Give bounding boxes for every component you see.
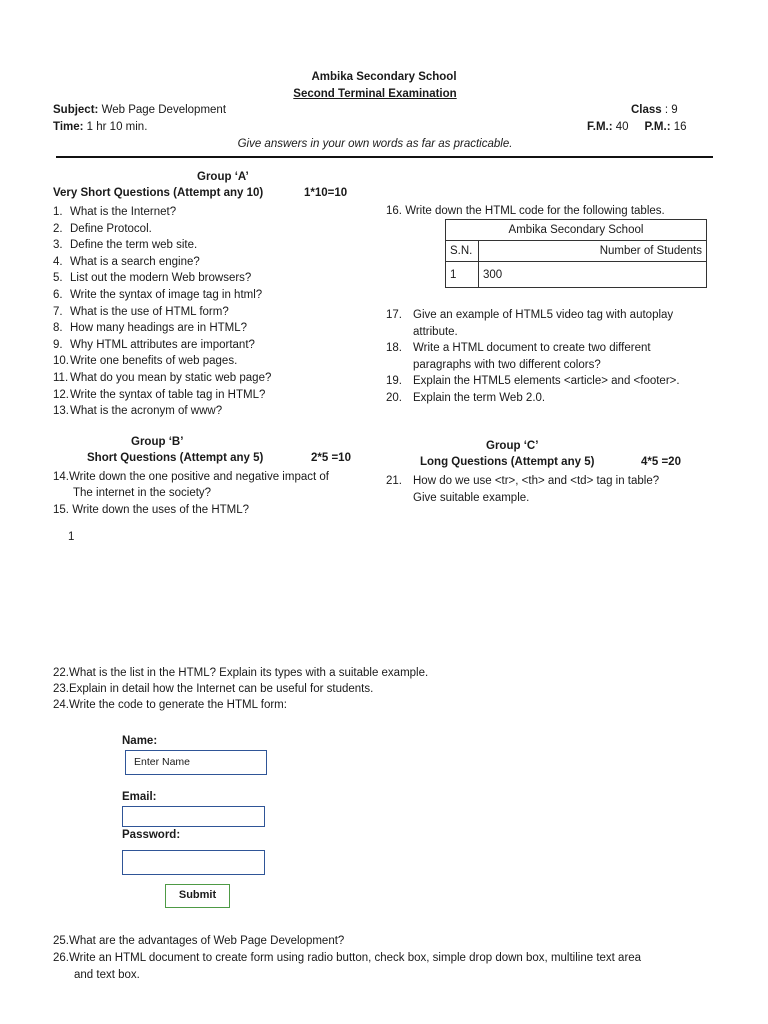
- instruction-text: Give answers in your own words as far as practicable.: [237, 138, 513, 150]
- time-value: 1 hr 10 min.: [83, 121, 148, 133]
- question-number: 4.: [53, 255, 63, 268]
- question-number: 19.: [386, 375, 402, 387]
- pm-value: 16: [670, 121, 687, 133]
- question-number: 2.: [53, 222, 63, 235]
- submit-button[interactable]: Submit: [165, 884, 230, 908]
- question-text: Write down the one positive and negative impact of: [69, 471, 329, 483]
- question-text: List out the modern Web browsers?: [70, 272, 252, 285]
- question-21: [386, 473, 659, 489]
- question-text: Define Protocol.: [70, 222, 152, 235]
- password-label: Password:: [122, 829, 181, 841]
- table-header-row: [446, 241, 707, 262]
- question-number: 10.: [53, 355, 69, 368]
- group-b-title: Group ‘B’: [131, 436, 184, 448]
- table-header-sn: S.N.: [446, 241, 479, 262]
- email-field[interactable]: [122, 806, 265, 827]
- question-number: 14.: [53, 471, 69, 483]
- question-number: 16.: [386, 205, 402, 217]
- question-number: 1.: [53, 206, 63, 218]
- question-text: Why HTML attributes are important?: [70, 338, 255, 351]
- subject-line: [53, 104, 226, 116]
- group-a-subtitle: Very Short Questions (Attempt any 10): [53, 187, 264, 199]
- question-item: [53, 287, 262, 303]
- question-text: What is a search engine?: [70, 255, 200, 268]
- group-a-title: Group ‘A’: [197, 171, 249, 183]
- question-text: Give an example of HTML5 video tag with autoplay: [413, 309, 674, 321]
- question-number: 17.: [386, 309, 402, 321]
- email-label: Email:: [122, 791, 157, 803]
- time-label: Time:: [53, 121, 84, 133]
- question-item: [386, 373, 680, 389]
- table-cell-students: 300: [479, 262, 707, 288]
- exam-title: Second Terminal Examination: [293, 88, 457, 100]
- group-c-marks: 4*5 =20: [641, 456, 681, 468]
- question-number: 5.: [53, 272, 63, 285]
- pm-label: P.M.:: [644, 121, 671, 133]
- group-b-subtitle: Short Questions (Attempt any 5): [87, 452, 264, 464]
- marks-line: [587, 121, 687, 133]
- fm-label: F.M.:: [587, 121, 613, 133]
- question-continued: attribute.: [413, 325, 458, 338]
- fm-value: 40: [612, 121, 629, 133]
- question-number: 15.: [53, 504, 69, 516]
- question-number: 9.: [53, 338, 63, 351]
- question-item: [386, 307, 673, 323]
- question-text: Explain the HTML5 elements <article> and <footer>.: [413, 375, 680, 387]
- group-c-subtitle: Long Questions (Attempt any 5): [420, 456, 595, 468]
- group-c-title: Group ‘C’: [486, 440, 539, 452]
- name-field[interactable]: Enter Name: [125, 750, 267, 775]
- question-22: 22.What is the list in the HTML? Explain its types with a suitable example.: [53, 667, 429, 679]
- table-row: [446, 262, 707, 288]
- question-text: What is the Internet?: [70, 206, 177, 218]
- page-number: 1: [68, 531, 75, 543]
- question-text: Write down the uses of the HTML?: [72, 504, 250, 516]
- question-text: Write one benefits of web pages.: [70, 355, 238, 368]
- time-line: [53, 121, 147, 133]
- question-number: 8.: [53, 322, 63, 335]
- school-name: Ambika Secondary School: [311, 71, 457, 83]
- question-number: 13.: [53, 405, 69, 418]
- question-item: [386, 340, 651, 356]
- question-item: [53, 221, 152, 237]
- question-text: What is the use of HTML form?: [70, 305, 229, 318]
- question-item: [53, 370, 271, 386]
- question-text: Write the syntax of image tag in html?: [70, 289, 263, 301]
- class-value: : 9: [661, 104, 678, 116]
- students-table: [445, 219, 707, 288]
- group-b-marks: 2*5 =10: [311, 452, 351, 464]
- table-header-students: Number of Students: [479, 241, 707, 262]
- question-text: What do you mean by static web page?: [70, 372, 272, 384]
- question-text: Write down the HTML code for the following tables.: [405, 205, 665, 217]
- question-item: [53, 337, 255, 353]
- question-text: Explain the term Web 2.0.: [413, 392, 546, 404]
- question-item: [53, 403, 222, 419]
- question-number: 11.: [53, 372, 69, 384]
- question-26-continued: and text box.: [74, 969, 140, 981]
- question-21-continued: Give suitable example.: [413, 492, 530, 504]
- subject-value: Web Page Development: [98, 104, 227, 116]
- question-number: 20.: [386, 392, 402, 404]
- question-text: How do we use <tr>, <th> and <td> tag in table?: [413, 475, 660, 487]
- question-continued: paragraphs with two different colors?: [413, 358, 601, 371]
- question-15: [53, 502, 249, 518]
- question-14: [53, 469, 329, 485]
- table-cell-sn: 1: [446, 262, 479, 288]
- question-item: [53, 304, 229, 320]
- class-label: Class: [631, 104, 662, 116]
- question-item: [53, 387, 265, 403]
- question-16: [386, 203, 665, 219]
- question-item: [53, 353, 237, 369]
- question-14-continued: The internet in the society?: [73, 487, 212, 499]
- question-24: 24.Write the code to generate the HTML form:: [53, 699, 287, 711]
- question-number: 3.: [53, 239, 63, 252]
- subject-label: Subject:: [53, 104, 99, 116]
- question-item: [53, 254, 200, 270]
- table-title-cell: Ambika Secondary School: [446, 220, 707, 241]
- question-item: [53, 204, 176, 220]
- question-item: [53, 320, 247, 336]
- question-item: [53, 270, 251, 286]
- header-divider: [56, 156, 713, 158]
- class-line: [631, 104, 678, 116]
- question-number: 18.: [386, 342, 402, 354]
- question-text: What is the acronym of www?: [70, 405, 223, 418]
- question-25: 25.What are the advantages of Web Page Development?: [53, 935, 345, 947]
- question-23: 23.Explain in detail how the Internet can be useful for students.: [53, 683, 374, 695]
- question-text: Write a HTML document to create two different: [413, 342, 651, 354]
- question-number: 7.: [53, 305, 63, 318]
- question-text: Write the syntax of table tag in HTML?: [70, 388, 266, 401]
- question-text: Define the term web site.: [70, 239, 198, 252]
- question-number: 12.: [53, 388, 69, 401]
- password-field[interactable]: [122, 850, 265, 875]
- question-item: [386, 390, 545, 406]
- group-a-marks: 1*10=10: [304, 187, 348, 199]
- name-label: Name:: [122, 735, 158, 747]
- question-item: [53, 237, 197, 253]
- question-number: 6.: [53, 289, 63, 301]
- table-title-row: [446, 220, 707, 241]
- question-26: 26.Write an HTML document to create form using radio button, check box, simple drop down box, multiline text area: [53, 952, 642, 964]
- question-text: How many headings are in HTML?: [70, 322, 248, 335]
- question-number: 21.: [386, 475, 402, 487]
